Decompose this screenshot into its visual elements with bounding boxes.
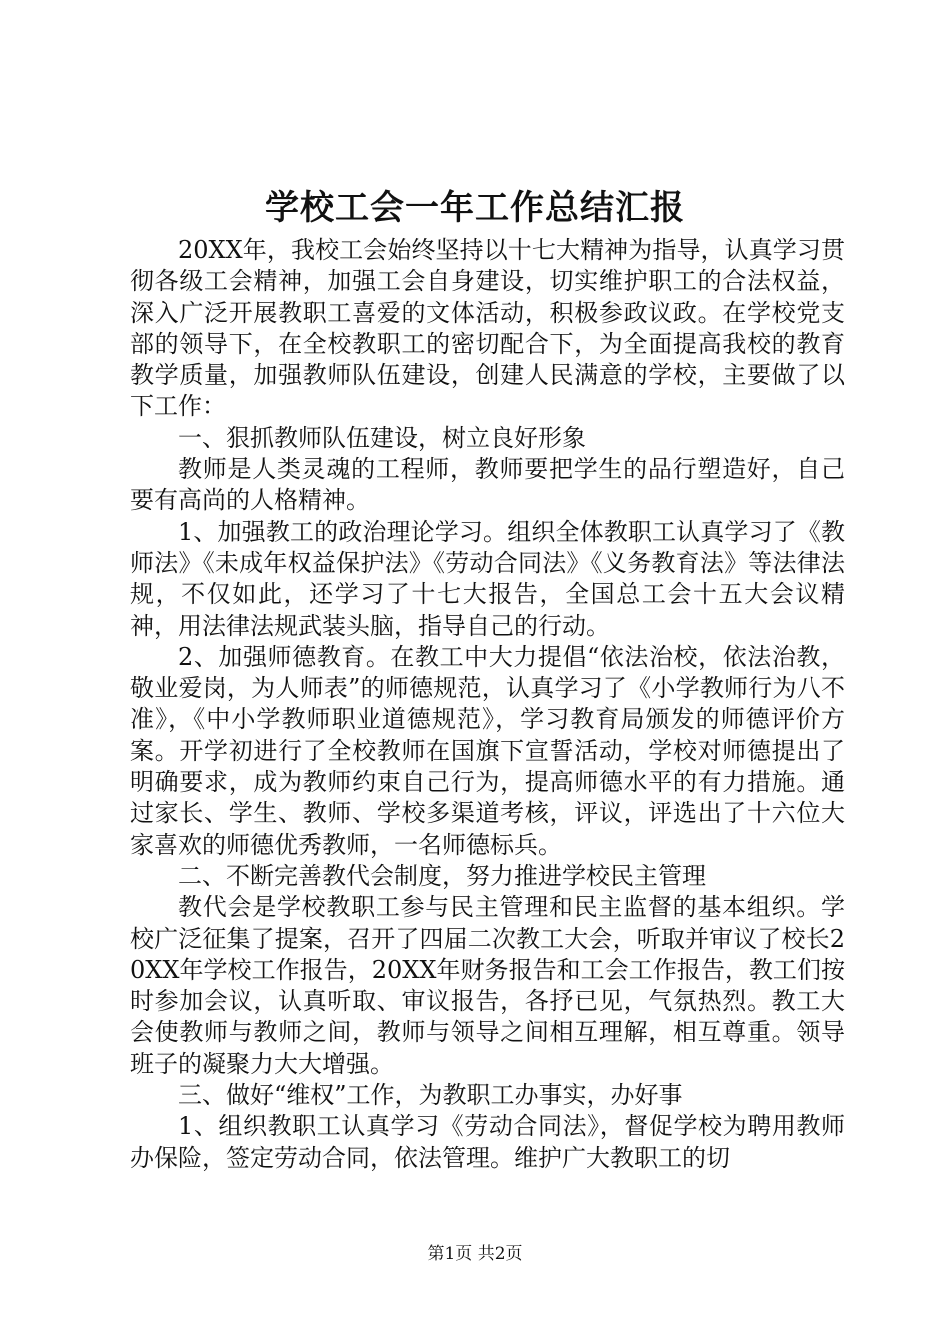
section-1-item-1: 1、加强教工的政治理论学习。组织全体教职工认真学习了《教师法》《未成年权益保护法》《劳动合同法》《义务教育法》等法律法规，不仅如此，还学习了十七大报告，全国总工会十五大会议精神，用法律法规武装头脑，指导自己的行动。 xyxy=(130,517,845,640)
section-heading-2: 二、不断完善教代会制度，努力推进学校民主管理 xyxy=(178,861,706,890)
section-2-paragraph: 教代会是学校教职工参与民主管理和民主监督的基本组织。学校广泛征集了提案，召开了四届二次教工大会，听取并审议了校长20XX年学校工作报告，20XX年财务报告和工会工作报告，教工们按时参加会议，认真听取、审议报告，各抒已见，气氛热烈。教工大会使教师与教师之间，教师与领导之间相互理解，相互尊重。领导班子的凝聚力大大增强。 xyxy=(130,893,845,1078)
document-body xyxy=(130,235,845,1174)
section-1-paragraph: 教师是人类灵魂的工程师，教师要把学生的品行塑造好，自己要有高尚的人格精神。 xyxy=(130,455,845,515)
section-heading-1: 一、狠抓教师队伍建设，树立良好形象 xyxy=(178,423,586,452)
section-3-item-1: 1、组织教职工认真学习《劳动合同法》，督促学校为聘用教师办保险，签定劳动合同，依法管理。维护广大教职工的切 xyxy=(130,1112,845,1172)
page-footer: 第1页 共2页 xyxy=(427,1244,523,1264)
section-1-item-2: 2、加强师德教育。在教工中大力提倡“依法治校，依法治教，敬业爱岗，为人师表”的师德规范，认真学习了《小学教师行为八不准》，《中小学教师职业道德规范》，学习教育局颁发的师德评价方案。开学初进行了全校教师在国旗下宣誓活动，学校对师德提出了明确要求，成为教师约束自己行为，提高师德水平的有力措施。通过家长、学生、教师、学校多渠道考核，评议，评选出了十六位大家喜欢的师德优秀教师，一名师德标兵。 xyxy=(130,642,845,859)
intro-paragraph: 20XX年，我校工会始终坚持以十七大精神为指导，认真学习贯彻各级工会精神，加强工会自身建设，切实维护职工的合法权益，深入广泛开展教职工喜爱的文体活动，积极参政议政。在学校党支部的领导下，在全校教职工的密切配合下，为全面提高我校的教育教学质量，加强教师队伍建设，创建人民满意的学校，主要做了以下工作： xyxy=(130,236,845,421)
section-heading-3: 三、做好“维权”工作，为教职工办事实，办好事 xyxy=(178,1081,683,1110)
document-title: 学校工会一年工作总结汇报 xyxy=(265,188,685,228)
